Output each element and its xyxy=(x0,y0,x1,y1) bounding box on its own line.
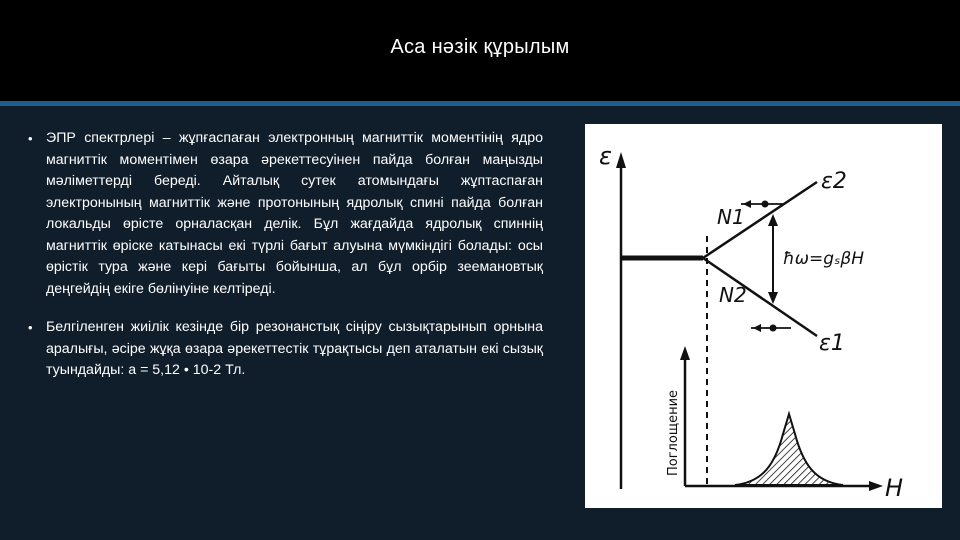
spin-down-arrow-icon xyxy=(753,324,761,332)
slide-title: Аса нәзік құрылым xyxy=(390,36,570,58)
lower-population-label: N2 xyxy=(719,283,747,307)
bullet-text: Белгіленген жиілік кезінде бір резонанстық сіңіру сызықтарынып орнына аралығы, әсіре жұқа өзара әрекеттестік тұрақтысы деп аталатын екі сызық туындайды: а = 5,12 • 10-2 Тл. xyxy=(46,319,543,378)
hyperfine-diagram xyxy=(585,124,942,508)
upper-level-label: ε2 xyxy=(821,169,847,194)
spin-down-marker-icon xyxy=(770,325,777,332)
field-axis-arrow-icon xyxy=(869,481,883,491)
bullet-item-epr xyxy=(28,128,543,300)
lower-level-label: ε1 xyxy=(819,331,845,356)
energy-axis-label: ε xyxy=(599,142,612,170)
transition-formula: ħω=gₛβH xyxy=(783,249,865,269)
field-axis-label: H xyxy=(885,474,904,502)
absorption-axis-label: Поглощение xyxy=(666,389,681,476)
absorption-peak xyxy=(735,414,843,485)
transition-arrow-up-icon xyxy=(768,214,778,226)
spin-up-marker-icon xyxy=(762,201,769,208)
absorption-axis-arrow-icon xyxy=(680,346,690,360)
bullet-text: ЭПР спектрлері – жұпғаспаған электронның магниттік моментінің ядро магниттік моментімен өзара әрекеттесуінен пайда болған маңызды мәліметтерді береді. Айталық сутек атомындағы жұптаспаған электронының магниттік және протонының ядролық спині пайда болған локальды өрісте орналасқан делік. Бұл жағдайда ядролық спиннің магниттік өріске катынасы екі түрлі бағыт алуына мүмкіндігі болады: осы өрістік тура және кері бағыты бойынша, ал бұл орбір зеемановтық деңгейдің екіге бөлінуіне келтіреді. xyxy=(46,130,543,297)
energy-axis-arrow-icon xyxy=(616,152,626,168)
bullet-item-splitting xyxy=(28,317,543,382)
bullet-dot-icon: • xyxy=(28,131,33,146)
bullet-list xyxy=(28,128,543,399)
bullet-dot-icon: • xyxy=(28,320,33,335)
upper-population-label: N1 xyxy=(717,205,745,229)
